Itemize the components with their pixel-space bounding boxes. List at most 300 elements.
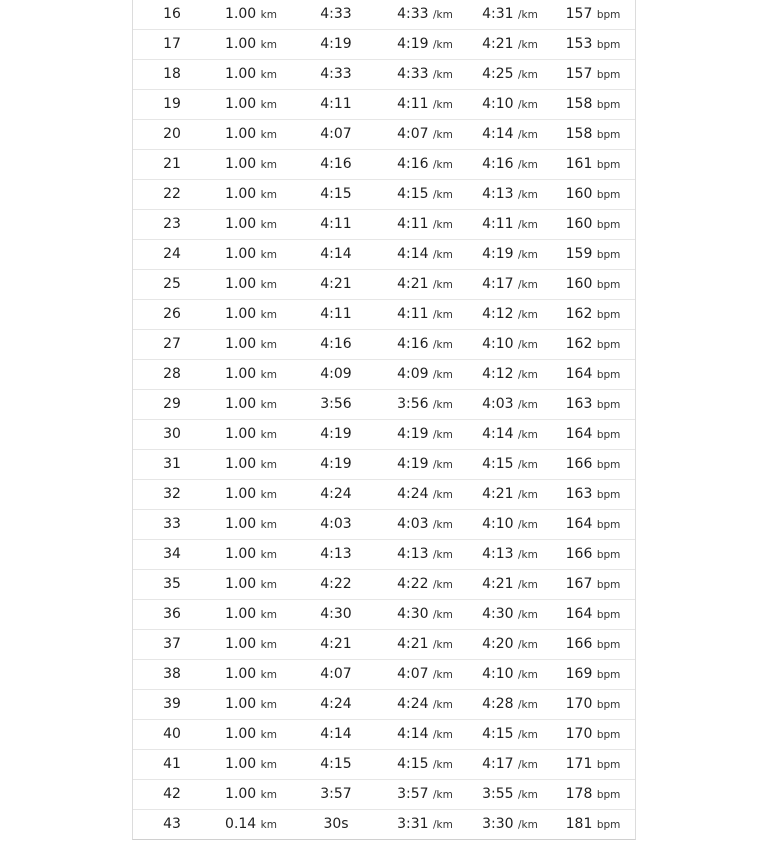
distance-unit: km bbox=[260, 669, 277, 681]
split-gap bbox=[471, 120, 549, 149]
gap-value: 4:21 bbox=[482, 486, 514, 502]
split-pace bbox=[385, 120, 465, 149]
pace-value: 4:11 bbox=[397, 306, 429, 322]
distance-unit: km bbox=[260, 99, 277, 111]
split-row bbox=[133, 810, 635, 839]
distance-value: 1.00 bbox=[225, 786, 257, 802]
heart-rate-value: 161 bbox=[565, 156, 593, 172]
pace-value: 4:30 bbox=[397, 606, 429, 622]
pace-unit: /km bbox=[433, 129, 453, 141]
split-pace bbox=[385, 540, 465, 569]
pace-value: 4:24 bbox=[397, 696, 429, 712]
pace-unit: /km bbox=[433, 669, 453, 681]
split-gap bbox=[471, 450, 549, 479]
distance-value: 1.00 bbox=[225, 6, 257, 22]
distance-value: 1.00 bbox=[225, 426, 257, 442]
gap-unit: /km bbox=[518, 669, 538, 681]
heart-rate-value: 164 bbox=[565, 366, 593, 382]
distance-value: 1.00 bbox=[225, 726, 257, 742]
heart-rate-value: 160 bbox=[565, 276, 593, 292]
heart-rate-unit: bpm bbox=[596, 519, 621, 531]
split-number: 41 bbox=[163, 756, 181, 772]
split-gap bbox=[471, 270, 549, 299]
split-number: 32 bbox=[163, 486, 181, 502]
gap-unit: /km bbox=[518, 789, 538, 801]
gap-unit: /km bbox=[518, 759, 538, 771]
pace-unit: /km bbox=[433, 69, 453, 81]
distance-unit: km bbox=[260, 369, 277, 381]
split-gap bbox=[471, 60, 549, 89]
distance-value: 1.00 bbox=[225, 756, 257, 772]
split-pace bbox=[385, 690, 465, 719]
gap-value: 4:14 bbox=[482, 126, 514, 142]
split-time: 4:07 bbox=[320, 666, 352, 682]
heart-rate-unit: bpm bbox=[596, 549, 621, 561]
heart-rate-unit: bpm bbox=[596, 729, 621, 741]
split-distance bbox=[215, 480, 287, 509]
heart-rate-value: 160 bbox=[565, 216, 593, 232]
split-row bbox=[133, 180, 635, 210]
split-pace bbox=[385, 150, 465, 179]
pace-value: 4:19 bbox=[397, 426, 429, 442]
split-pace bbox=[385, 90, 465, 119]
gap-unit: /km bbox=[518, 519, 538, 531]
pace-unit: /km bbox=[433, 339, 453, 351]
pace-value: 4:15 bbox=[397, 756, 429, 772]
split-number: 16 bbox=[163, 6, 181, 22]
split-row bbox=[133, 450, 635, 480]
gap-value: 4:03 bbox=[482, 396, 514, 412]
pace-unit: /km bbox=[433, 369, 453, 381]
split-number: 30 bbox=[163, 426, 181, 442]
split-pace bbox=[385, 750, 465, 779]
heart-rate-value: 164 bbox=[565, 606, 593, 622]
heart-rate-unit: bpm bbox=[596, 819, 621, 831]
split-row bbox=[133, 600, 635, 630]
split-row bbox=[133, 30, 635, 60]
split-row bbox=[133, 330, 635, 360]
heart-rate-unit: bpm bbox=[596, 69, 621, 81]
split-heart-rate bbox=[557, 570, 629, 599]
gap-unit: /km bbox=[518, 549, 538, 561]
split-pace bbox=[385, 240, 465, 269]
distance-value: 1.00 bbox=[225, 156, 257, 172]
gap-value: 4:13 bbox=[482, 186, 514, 202]
split-gap bbox=[471, 210, 549, 239]
distance-unit: km bbox=[260, 279, 277, 291]
heart-rate-value: 181 bbox=[565, 816, 593, 832]
pace-unit: /km bbox=[433, 609, 453, 621]
split-pace bbox=[385, 450, 465, 479]
split-time: 4:30 bbox=[320, 606, 352, 622]
distance-unit: km bbox=[260, 579, 277, 591]
pace-unit: /km bbox=[433, 639, 453, 651]
split-gap bbox=[471, 720, 549, 749]
heart-rate-unit: bpm bbox=[596, 99, 621, 111]
split-time: 4:13 bbox=[320, 546, 352, 562]
split-number: 42 bbox=[163, 786, 181, 802]
gap-value: 4:12 bbox=[482, 306, 514, 322]
split-distance bbox=[215, 180, 287, 209]
distance-value: 1.00 bbox=[225, 96, 257, 112]
split-pace bbox=[385, 0, 465, 29]
split-pace bbox=[385, 30, 465, 59]
split-time: 4:16 bbox=[320, 156, 352, 172]
split-pace bbox=[385, 660, 465, 689]
split-gap bbox=[471, 780, 549, 809]
pace-unit: /km bbox=[433, 789, 453, 801]
distance-value: 1.00 bbox=[225, 636, 257, 652]
split-row bbox=[133, 780, 635, 810]
split-row bbox=[133, 510, 635, 540]
gap-value: 4:12 bbox=[482, 366, 514, 382]
gap-unit: /km bbox=[518, 9, 538, 21]
split-gap bbox=[471, 360, 549, 389]
split-number: 22 bbox=[163, 186, 181, 202]
split-row bbox=[133, 540, 635, 570]
split-time: 4:11 bbox=[320, 306, 352, 322]
pace-value: 4:11 bbox=[397, 96, 429, 112]
split-gap bbox=[471, 630, 549, 659]
split-number: 27 bbox=[163, 336, 181, 352]
split-distance bbox=[215, 210, 287, 239]
heart-rate-unit: bpm bbox=[596, 369, 621, 381]
heart-rate-unit: bpm bbox=[596, 789, 621, 801]
gap-unit: /km bbox=[518, 69, 538, 81]
split-heart-rate bbox=[557, 420, 629, 449]
split-gap bbox=[471, 0, 549, 29]
pace-unit: /km bbox=[433, 279, 453, 291]
split-distance bbox=[215, 420, 287, 449]
distance-unit: km bbox=[260, 789, 277, 801]
split-row bbox=[133, 720, 635, 750]
pace-unit: /km bbox=[433, 99, 453, 111]
distance-value: 1.00 bbox=[225, 186, 257, 202]
distance-value: 1.00 bbox=[225, 246, 257, 262]
split-distance bbox=[215, 270, 287, 299]
gap-unit: /km bbox=[518, 609, 538, 621]
pace-value: 4:33 bbox=[397, 6, 429, 22]
heart-rate-unit: bpm bbox=[596, 339, 621, 351]
splits-table bbox=[132, 0, 636, 840]
split-heart-rate bbox=[557, 60, 629, 89]
split-time: 30s bbox=[323, 816, 349, 832]
heart-rate-unit: bpm bbox=[596, 639, 621, 651]
split-gap bbox=[471, 300, 549, 329]
split-distance bbox=[215, 780, 287, 809]
split-number: 23 bbox=[163, 216, 181, 232]
pace-value: 4:21 bbox=[397, 276, 429, 292]
pace-value: 4:24 bbox=[397, 486, 429, 502]
heart-rate-unit: bpm bbox=[596, 759, 621, 771]
split-time: 4:22 bbox=[320, 576, 352, 592]
split-gap bbox=[471, 240, 549, 269]
split-number: 40 bbox=[163, 726, 181, 742]
split-distance bbox=[215, 540, 287, 569]
pace-unit: /km bbox=[433, 549, 453, 561]
distance-unit: km bbox=[260, 399, 277, 411]
heart-rate-value: 163 bbox=[565, 486, 593, 502]
split-heart-rate bbox=[557, 210, 629, 239]
distance-unit: km bbox=[260, 819, 277, 831]
distance-unit: km bbox=[260, 729, 277, 741]
pace-value: 4:14 bbox=[397, 726, 429, 742]
distance-value: 1.00 bbox=[225, 486, 257, 502]
split-gap bbox=[471, 30, 549, 59]
split-distance bbox=[215, 60, 287, 89]
heart-rate-unit: bpm bbox=[596, 399, 621, 411]
split-number: 33 bbox=[163, 516, 181, 532]
gap-value: 3:55 bbox=[482, 786, 514, 802]
distance-value: 1.00 bbox=[225, 336, 257, 352]
split-pace bbox=[385, 780, 465, 809]
heart-rate-value: 171 bbox=[565, 756, 593, 772]
split-gap bbox=[471, 420, 549, 449]
split-row bbox=[133, 0, 635, 30]
gap-unit: /km bbox=[518, 129, 538, 141]
split-gap bbox=[471, 540, 549, 569]
split-pace bbox=[385, 720, 465, 749]
gap-unit: /km bbox=[518, 39, 538, 51]
distance-unit: km bbox=[260, 459, 277, 471]
split-distance bbox=[215, 510, 287, 539]
split-gap bbox=[471, 750, 549, 779]
split-distance bbox=[215, 390, 287, 419]
split-gap bbox=[471, 150, 549, 179]
pace-unit: /km bbox=[433, 309, 453, 321]
split-gap bbox=[471, 810, 549, 839]
split-time: 4:21 bbox=[320, 276, 352, 292]
pace-value: 3:56 bbox=[397, 396, 429, 412]
split-row bbox=[133, 150, 635, 180]
split-distance bbox=[215, 810, 287, 839]
distance-value: 1.00 bbox=[225, 276, 257, 292]
split-pace bbox=[385, 480, 465, 509]
split-number: 18 bbox=[163, 66, 181, 82]
pace-value: 4:22 bbox=[397, 576, 429, 592]
split-pace bbox=[385, 810, 465, 839]
split-heart-rate bbox=[557, 690, 629, 719]
gap-value: 4:10 bbox=[482, 336, 514, 352]
split-time: 3:56 bbox=[320, 396, 352, 412]
pace-value: 4:03 bbox=[397, 516, 429, 532]
split-distance bbox=[215, 720, 287, 749]
split-gap bbox=[471, 90, 549, 119]
pace-value: 4:21 bbox=[397, 636, 429, 652]
split-row bbox=[133, 300, 635, 330]
distance-unit: km bbox=[260, 699, 277, 711]
split-heart-rate bbox=[557, 480, 629, 509]
gap-value: 4:28 bbox=[482, 696, 514, 712]
pace-unit: /km bbox=[433, 459, 453, 471]
split-gap bbox=[471, 600, 549, 629]
distance-unit: km bbox=[260, 249, 277, 261]
split-heart-rate bbox=[557, 270, 629, 299]
heart-rate-value: 153 bbox=[565, 36, 593, 52]
gap-value: 4:10 bbox=[482, 666, 514, 682]
split-row bbox=[133, 120, 635, 150]
pace-value: 4:07 bbox=[397, 126, 429, 142]
split-row bbox=[133, 90, 635, 120]
split-time: 4:19 bbox=[320, 36, 352, 52]
pace-unit: /km bbox=[433, 819, 453, 831]
split-pace bbox=[385, 60, 465, 89]
pace-unit: /km bbox=[433, 159, 453, 171]
distance-unit: km bbox=[260, 9, 277, 21]
split-time: 4:09 bbox=[320, 366, 352, 382]
gap-value: 4:15 bbox=[482, 726, 514, 742]
split-distance bbox=[215, 300, 287, 329]
gap-value: 4:20 bbox=[482, 636, 514, 652]
gap-unit: /km bbox=[518, 399, 538, 411]
distance-unit: km bbox=[260, 189, 277, 201]
split-number: 35 bbox=[163, 576, 181, 592]
split-pace bbox=[385, 300, 465, 329]
distance-unit: km bbox=[260, 609, 277, 621]
split-gap bbox=[471, 690, 549, 719]
split-heart-rate bbox=[557, 150, 629, 179]
split-heart-rate bbox=[557, 720, 629, 749]
split-pace bbox=[385, 630, 465, 659]
split-heart-rate bbox=[557, 300, 629, 329]
pace-unit: /km bbox=[433, 519, 453, 531]
split-distance bbox=[215, 240, 287, 269]
split-time: 4:16 bbox=[320, 336, 352, 352]
heart-rate-value: 170 bbox=[565, 726, 593, 742]
split-time: 4:11 bbox=[320, 96, 352, 112]
split-number: 20 bbox=[163, 126, 181, 142]
pace-unit: /km bbox=[433, 729, 453, 741]
pace-unit: /km bbox=[433, 699, 453, 711]
split-distance bbox=[215, 360, 287, 389]
split-number: 38 bbox=[163, 666, 181, 682]
heart-rate-unit: bpm bbox=[596, 489, 621, 501]
distance-unit: km bbox=[260, 639, 277, 651]
gap-unit: /km bbox=[518, 459, 538, 471]
split-gap bbox=[471, 480, 549, 509]
distance-unit: km bbox=[260, 549, 277, 561]
split-row bbox=[133, 270, 635, 300]
split-row bbox=[133, 390, 635, 420]
split-time: 4:14 bbox=[320, 246, 352, 262]
distance-unit: km bbox=[260, 339, 277, 351]
gap-unit: /km bbox=[518, 699, 538, 711]
pace-value: 3:31 bbox=[397, 816, 429, 832]
split-distance bbox=[215, 600, 287, 629]
split-heart-rate bbox=[557, 600, 629, 629]
pace-unit: /km bbox=[433, 579, 453, 591]
heart-rate-value: 169 bbox=[565, 666, 593, 682]
split-number: 29 bbox=[163, 396, 181, 412]
split-pace bbox=[385, 570, 465, 599]
split-heart-rate bbox=[557, 90, 629, 119]
distance-unit: km bbox=[260, 39, 277, 51]
heart-rate-unit: bpm bbox=[596, 579, 621, 591]
heart-rate-value: 166 bbox=[565, 456, 593, 472]
heart-rate-unit: bpm bbox=[596, 699, 621, 711]
heart-rate-unit: bpm bbox=[596, 129, 621, 141]
gap-unit: /km bbox=[518, 249, 538, 261]
split-heart-rate bbox=[557, 510, 629, 539]
split-number: 36 bbox=[163, 606, 181, 622]
heart-rate-value: 159 bbox=[565, 246, 593, 262]
split-distance bbox=[215, 450, 287, 479]
heart-rate-unit: bpm bbox=[596, 279, 621, 291]
split-gap bbox=[471, 660, 549, 689]
split-heart-rate bbox=[557, 180, 629, 209]
gap-unit: /km bbox=[518, 819, 538, 831]
pace-value: 4:13 bbox=[397, 546, 429, 562]
split-number: 39 bbox=[163, 696, 181, 712]
split-row bbox=[133, 210, 635, 240]
distance-unit: km bbox=[260, 129, 277, 141]
split-heart-rate bbox=[557, 750, 629, 779]
pace-unit: /km bbox=[433, 219, 453, 231]
split-heart-rate bbox=[557, 810, 629, 839]
split-row bbox=[133, 480, 635, 510]
heart-rate-value: 162 bbox=[565, 336, 593, 352]
split-pace bbox=[385, 330, 465, 359]
split-distance bbox=[215, 750, 287, 779]
distance-value: 1.00 bbox=[225, 666, 257, 682]
split-pace bbox=[385, 390, 465, 419]
gap-unit: /km bbox=[518, 309, 538, 321]
split-time: 4:19 bbox=[320, 456, 352, 472]
gap-unit: /km bbox=[518, 729, 538, 741]
heart-rate-unit: bpm bbox=[596, 159, 621, 171]
distance-value: 1.00 bbox=[225, 456, 257, 472]
distance-value: 1.00 bbox=[225, 306, 257, 322]
split-number: 24 bbox=[163, 246, 181, 262]
gap-unit: /km bbox=[518, 339, 538, 351]
heart-rate-value: 160 bbox=[565, 186, 593, 202]
split-time: 4:03 bbox=[320, 516, 352, 532]
split-row bbox=[133, 240, 635, 270]
split-time: 3:57 bbox=[320, 786, 352, 802]
gap-unit: /km bbox=[518, 189, 538, 201]
split-row bbox=[133, 660, 635, 690]
heart-rate-unit: bpm bbox=[596, 459, 621, 471]
split-distance bbox=[215, 330, 287, 359]
split-heart-rate bbox=[557, 780, 629, 809]
gap-unit: /km bbox=[518, 99, 538, 111]
distance-value: 1.00 bbox=[225, 216, 257, 232]
heart-rate-value: 157 bbox=[565, 6, 593, 22]
split-heart-rate bbox=[557, 30, 629, 59]
split-time: 4:24 bbox=[320, 486, 352, 502]
split-gap bbox=[471, 390, 549, 419]
distance-unit: km bbox=[260, 429, 277, 441]
distance-value: 1.00 bbox=[225, 546, 257, 562]
split-heart-rate bbox=[557, 360, 629, 389]
split-heart-rate bbox=[557, 540, 629, 569]
pace-unit: /km bbox=[433, 489, 453, 501]
split-heart-rate bbox=[557, 450, 629, 479]
heart-rate-unit: bpm bbox=[596, 249, 621, 261]
gap-value: 4:15 bbox=[482, 456, 514, 472]
split-distance bbox=[215, 660, 287, 689]
gap-unit: /km bbox=[518, 159, 538, 171]
split-time: 4:15 bbox=[320, 756, 352, 772]
split-number: 21 bbox=[163, 156, 181, 172]
gap-value: 4:17 bbox=[482, 756, 514, 772]
split-row bbox=[133, 750, 635, 780]
gap-unit: /km bbox=[518, 579, 538, 591]
split-heart-rate bbox=[557, 660, 629, 689]
gap-value: 4:21 bbox=[482, 36, 514, 52]
distance-value: 1.00 bbox=[225, 126, 257, 142]
split-row bbox=[133, 60, 635, 90]
